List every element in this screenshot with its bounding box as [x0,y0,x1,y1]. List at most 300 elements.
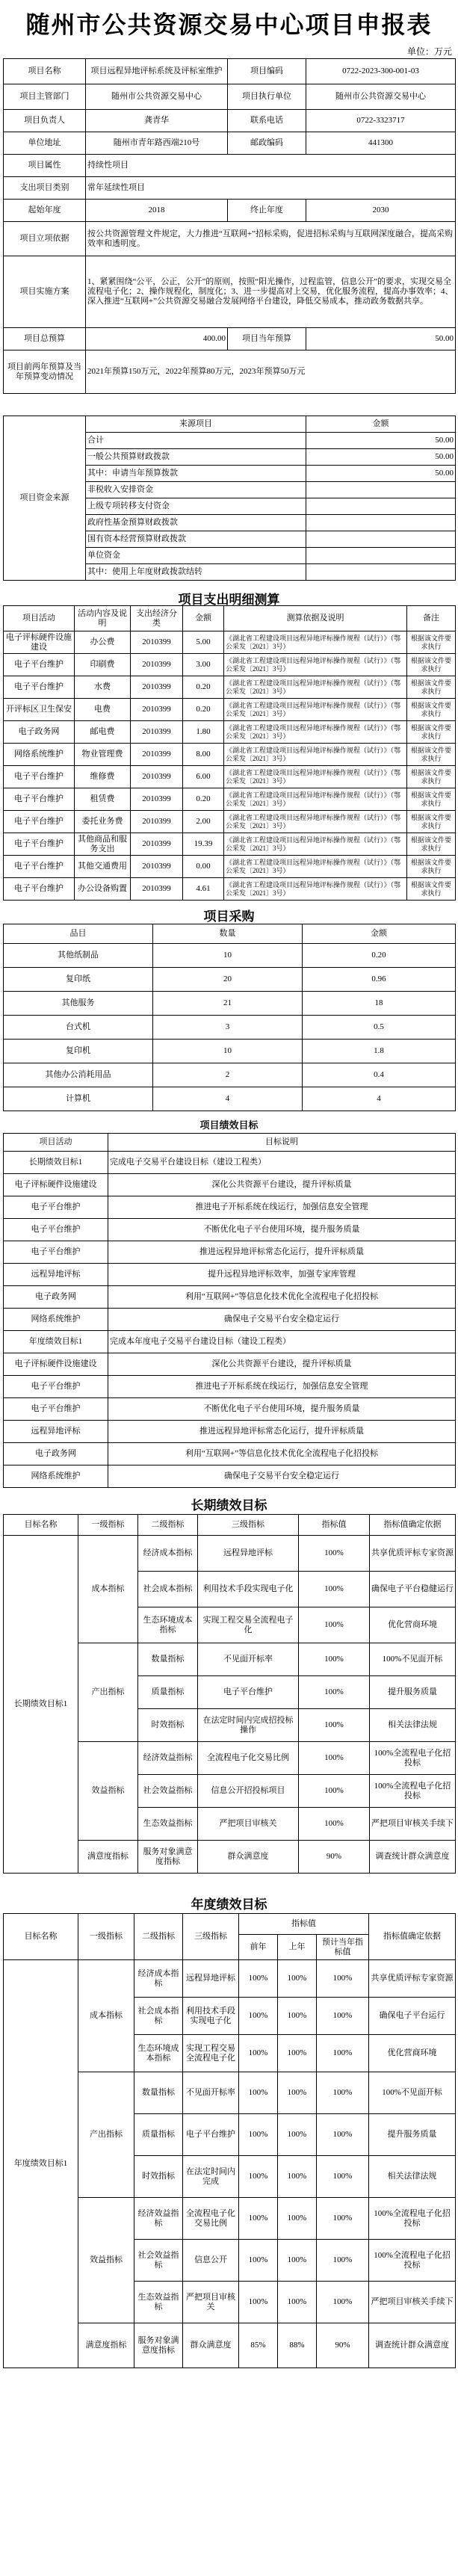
longterm-value: 100% [299,1676,370,1709]
detail-activity: 电子政务网 [4,721,75,744]
funding-col-amount: 金额 [306,416,456,433]
annual-prev1: 100% [278,2035,317,2072]
detail-econ-class: 2010399 [131,721,183,744]
annual-current: 100% [317,2072,369,2114]
exec-unit-value: 随州市公共资源交易中心 [306,84,456,110]
effect-activity: 远程异地评标 [4,1264,108,1286]
annual-current: 100% [317,2035,369,2072]
longterm-basis: 提升服务质量 [370,1676,456,1709]
detail-header: 支出经济分类 [131,606,183,631]
longterm-value: 100% [299,1643,370,1676]
procure-qty: 21 [153,992,303,1016]
annual-l3: 利用技术手段实现电子化 [183,1998,239,2035]
procure-qty: 10 [153,944,303,968]
detail-content: 办公费 [75,631,131,654]
phone-value: 0722-3323717 [306,110,456,132]
page-title: 随州市公共资源交易中心项目申报表 [25,11,433,38]
annual-prev1: 100% [278,2240,317,2282]
funding-row-amount [306,482,456,498]
funding-row-name: 其中：申请当年预算拨款 [86,466,306,482]
effect-header: 项目活动 [4,1134,108,1152]
detail-basis: 《湖北省工程建设项目远程异地评标操作规程（试行）》（鄂公采发〔2021〕3号） [224,699,407,721]
detail-header: 活动内容及说明 [75,606,131,631]
longterm-value: 100% [299,1709,370,1742]
annual-l1: 效益指标 [78,2198,134,2323]
project-name-value: 项目远程异地评标系统及评标室维护 [86,59,228,84]
annual-header: 二级指标 [134,1914,183,1960]
project-name-label: 项目名称 [4,59,86,84]
detail-basis: 《湖北省工程建设项目远程异地评标操作规程（试行）》（鄂公采发〔2021〕3号） [224,811,407,833]
annual-l2: 社会成本指标 [134,1998,183,2035]
detail-amount: 4.61 [183,878,224,901]
type-value: 常年延续性项目 [86,177,456,200]
longterm-value: 100% [299,1742,370,1775]
annual-prev2: 100% [239,2198,278,2240]
longterm-value: 90% [299,1841,370,1874]
detail-activity: 开评标区卫生保安 [4,699,75,721]
longterm-l2: 时效指标 [138,1709,198,1742]
longterm-l3: 远程异地评标 [198,1536,299,1572]
effect-activity: 电子平台维护 [4,1196,108,1219]
attr-label: 项目属性 [4,155,86,177]
longterm-basis: 100%不见面开标 [370,1643,456,1676]
leader-label: 项目负责人 [4,110,86,132]
end-year-label: 终止年度 [228,200,306,222]
address-label: 单位地址 [4,132,86,155]
annual-header: 目标名称 [4,1914,78,1960]
effect-activity: 电子平台维护 [4,1398,108,1421]
annual-l3: 群众满意度 [183,2323,239,2368]
detail-content: 维修费 [75,766,131,788]
annual-prev2: 100% [239,2072,278,2114]
longterm-l1: 产出指标 [78,1643,138,1742]
detail-content: 办公设备购置 [75,878,131,901]
annual-prev2: 85% [239,2323,278,2368]
procure-amount: 18 [303,992,456,1016]
detail-activity: 电子平台维护 [4,788,75,811]
project-code-label: 项目编码 [228,59,306,84]
annual-header: 一级指标 [78,1914,134,1960]
project-code-value: 0722-2023-300-001-03 [306,59,456,84]
detail-activity: 网络系统维护 [4,744,75,766]
longterm-table [3,1514,456,1874]
annual-prev1: 100% [278,2156,317,2198]
annual-l2: 生态效益指标 [134,2282,183,2323]
detail-basis: 《湖北省工程建设项目远程异地评标操作规程（试行）》（鄂公采发〔2021〕3号） [224,676,407,699]
unit-label: 单位：万元 [406,46,452,57]
annual-header: 三级指标 [183,1914,239,1960]
plan-value: 1、紧紧围绕“公平，公正，公开”的原则，按照“阳光操作，过程监管，信息公开”的要求，实现交易全流程电子化；2、操作规程化，制度化；3、进一步提高对上交易，优化服务流程，提高办事效率；4、深入推进“互联网+”公共资源交易融合发展网络平台建设，降低交易成本，推动政务数据共享。 [86,256,456,328]
annual-l2: 数量指标 [134,2072,183,2114]
detail-econ-class: 2010399 [131,766,183,788]
detail-content: 物业管理费 [75,744,131,766]
annual-current: 90% [317,2323,369,2368]
detail-econ-class: 2010399 [131,833,183,856]
detail-econ-class: 2010399 [131,856,183,878]
annual-prev2: 100% [239,2282,278,2323]
effect-activity: 电子政务网 [4,1286,108,1309]
annual-l2: 社会效益指标 [134,2240,183,2282]
longterm-l2: 社会成本指标 [138,1572,198,1607]
attr-value: 持续性项目 [86,155,456,177]
annual-l3: 电子平台维护 [183,2114,239,2156]
annual-prev1: 100% [278,2072,317,2114]
procure-table [3,924,456,1111]
annual-subheader: 前年 [239,1935,278,1960]
detail-basis: 《湖北省工程建设项目远程异地评标操作规程（试行）》（鄂公采发〔2021〕3号） [224,833,407,856]
effect-activity: 电子评标硬件设施建设 [4,1353,108,1376]
procure-item: 计算机 [4,1087,153,1111]
total-budget-value: 400.00 [86,328,228,350]
longterm-header: 二级指标 [138,1515,198,1536]
leader-value: 龚青华 [86,110,228,132]
detail-activity: 电子平台维护 [4,766,75,788]
detail-note: 根据该文件要求执行 [407,721,456,744]
annual-l2: 时效指标 [134,2156,183,2198]
procure-qty: 4 [153,1087,303,1111]
detail-activity: 电子平台维护 [4,676,75,699]
annual-current: 100% [317,1998,369,2035]
funding-row-name: 非税收入安排资金 [86,482,306,498]
effect-desc: 确保电子交易平台安全稳定运行 [108,1309,456,1331]
annual-current: 100% [317,2156,369,2198]
annual-l2: 服务对象满意度指标 [134,2323,183,2368]
detail-basis: 《湖北省工程建设项目远程异地评标操作规程（试行）》（鄂公采发〔2021〕3号） [224,788,407,811]
longterm-goal: 长期绩效目标1 [4,1536,78,1874]
longterm-header: 指标值 [299,1515,370,1536]
detail-header: 测算依据及说明 [224,606,407,631]
effect-desc: 推进远程异地评标常态化运行，提升评标质量 [108,1241,456,1264]
longterm-value: 100% [299,1536,370,1572]
plan-label: 项目实施方案 [4,256,86,328]
detail-content: 租赁费 [75,788,131,811]
detail-amount: 0.00 [183,856,224,878]
annual-basis: 100%不见面开标 [369,2072,456,2114]
detail-content: 水费 [75,676,131,699]
funding-row-name: 上级专项转移支付资金 [86,498,306,515]
effect-heading: 项目绩效目标 [199,1119,259,1131]
annual-prev1: 100% [278,2114,317,2156]
zip-label: 邮政编码 [228,132,306,155]
funding-table [3,416,456,581]
detail-content: 电费 [75,699,131,721]
funding-row-name: 国有资本经营预算财政拨款 [86,531,306,548]
annual-basis: 调查统计群众满意度 [369,2323,456,2368]
procure-item: 台式机 [4,1016,153,1040]
detail-note: 根据该文件要求执行 [407,699,456,721]
detail-table [3,605,456,901]
annual-l2: 经济成本指标 [134,1960,183,1998]
funding-row-amount: 50.00 [306,449,456,466]
procure-header: 金额 [303,924,456,944]
effect-activity: 远程异地评标 [4,1421,108,1443]
detail-basis: 《湖北省工程建设项目远程异地评标操作规程（试行）》（鄂公采发〔2021〕3号） [224,721,407,744]
annual-goal: 年度绩效目标1 [4,1960,78,2368]
detail-econ-class: 2010399 [131,631,183,654]
detail-content: 其他交通费用 [75,856,131,878]
longterm-basis: 调查统计群众满意度 [370,1841,456,1874]
detail-amount: 0.20 [183,676,224,699]
annual-basis: 严把项目审核关手续下 [369,2282,456,2323]
annual-l3: 不见面开标率 [183,2072,239,2114]
detail-content: 邮电费 [75,721,131,744]
procure-qty: 2 [153,1063,303,1087]
annual-basis: 确保电子平台运行 [369,1998,456,2035]
effect-desc: 深化公共资源平台建设，提升评标质量 [108,1174,456,1196]
detail-header: 项目活动 [4,606,75,631]
detail-content: 委托业务费 [75,811,131,833]
detail-basis: 《湖北省工程建设项目远程异地评标操作规程（试行）》（鄂公采发〔2021〕3号） [224,766,407,788]
longterm-l2: 质量指标 [138,1676,198,1709]
type-label: 支出项目类别 [4,177,86,200]
effect-desc: 深化公共资源平台建设，提升评标质量 [108,1353,456,1376]
effect-activity: 电子平台维护 [4,1219,108,1241]
longterm-l3: 全流程电子化交易比例 [198,1742,299,1775]
effect-activity: 电子平台维护 [4,1241,108,1264]
detail-heading: 项目支出明细测算 [178,593,280,607]
annual-l3: 实现工程交易全流程电子化 [183,2035,239,2072]
longterm-header: 三级指标 [198,1515,299,1536]
annual-l3: 在法定时间内完成 [183,2156,239,2198]
longterm-l2: 社会效益指标 [138,1775,198,1808]
procure-header: 数量 [153,924,303,944]
prev-budget-label: 项目前两年预算及当年预算变动情况 [4,350,86,394]
procure-header: 品目 [4,924,153,944]
longterm-l3: 信息公开招投标项目 [198,1775,299,1808]
detail-activity: 电子平台维护 [4,833,75,856]
funding-row-amount: 50.00 [306,466,456,482]
detail-note: 根据该文件要求执行 [407,744,456,766]
procure-amount: 0.20 [303,944,456,968]
detail-amount: 1.80 [183,721,224,744]
effect-desc: 提升远程异地评标效率，加强专家库管理 [108,1264,456,1286]
detail-content: 印刷费 [75,654,131,676]
annual-l3: 严把项目审核关 [183,2282,239,2323]
address-value: 随州市青年路西端210号 [86,132,228,155]
funding-row-amount [306,515,456,531]
longterm-heading: 长期绩效目标 [191,1498,267,1513]
detail-amount: 2.00 [183,811,224,833]
longterm-basis: 100%全流程电子化招投标 [370,1775,456,1808]
longterm-l2: 经济成本指标 [138,1536,198,1572]
start-year-label: 起始年度 [4,200,86,222]
detail-note: 根据该文件要求执行 [407,676,456,699]
procure-item: 其他办公消耗用品 [4,1063,153,1087]
prev-budget-value: 2021年预算150万元，2022年预算80万元，2023年预算50万元 [86,350,456,394]
annual-prev2: 100% [239,2240,278,2282]
procure-qty: 3 [153,1016,303,1040]
annual-basis: 相关法律法规 [369,2156,456,2198]
detail-activity: 电子评标硬件设施建设 [4,631,75,654]
phone-label: 联系电话 [228,110,306,132]
detail-activity: 电子平台维护 [4,856,75,878]
effect-desc: 利用“互联网+”等信息化技术优化全流程电子化招投标 [108,1286,456,1309]
annual-prev1: 100% [278,2198,317,2240]
detail-note: 根据该文件要求执行 [407,856,456,878]
annual-l2: 质量指标 [134,2114,183,2156]
annual-prev2: 100% [239,2114,278,2156]
longterm-l3: 电子平台维护 [198,1676,299,1709]
procure-amount: 0.4 [303,1063,456,1087]
detail-econ-class: 2010399 [131,878,183,901]
annual-current: 100% [317,2198,369,2240]
procure-item: 其他服务 [4,992,153,1016]
effect-desc: 完成电子交易平台建设目标（建设工程类） [108,1152,456,1174]
dept-label: 项目主管部门 [4,84,86,110]
effect-activity: 电子政务网 [4,1443,108,1465]
effect-desc: 利用“互联网+”等信息化技术优化全流程电子化招投标 [108,1443,456,1465]
funding-row-name: 一般公共预算财政拨款 [86,449,306,466]
funding-row-name: 其中：使用上年度财政拨款结转 [86,564,306,581]
annual-l1: 产出指标 [78,2072,134,2198]
longterm-l1: 效益指标 [78,1742,138,1841]
longterm-l1: 成本指标 [78,1536,138,1643]
dept-value: 随州市公共资源交易中心 [86,84,228,110]
effect-table [3,1133,456,1488]
longterm-header: 指标值确定依据 [370,1515,456,1536]
total-budget-label: 项目总预算 [4,328,86,350]
detail-econ-class: 2010399 [131,699,183,721]
effect-activity: 网络系统维护 [4,1465,108,1488]
annual-prev1: 88% [278,2323,317,2368]
longterm-value: 100% [299,1572,370,1607]
detail-basis: 《湖北省工程建设项目远程异地评标操作规程（试行）》（鄂公采发〔2021〕3号） [224,654,407,676]
annual-basis: 优化营商环境 [369,2035,456,2072]
effect-desc: 推进电子开标系统在线运行，加强信息安全管理 [108,1376,456,1398]
effect-activity: 网络系统维护 [4,1309,108,1331]
detail-note: 根据该文件要求执行 [407,878,456,901]
longterm-value: 100% [299,1775,370,1808]
detail-econ-class: 2010399 [131,811,183,833]
effect-desc: 推进电子开标系统在线运行，加强信息安全管理 [108,1196,456,1219]
detail-econ-class: 2010399 [131,788,183,811]
longterm-l3: 群众满意度 [198,1841,299,1874]
effect-desc: 不断优化电子平台使用环境，提升服务质量 [108,1219,456,1241]
longterm-l2: 数量指标 [138,1643,198,1676]
annual-basis: 提升服务质量 [369,2114,456,2156]
annual-prev2: 100% [239,1960,278,1998]
detail-basis: 《湖北省工程建设项目远程异地评标操作规程（试行）》（鄂公采发〔2021〕3号） [224,744,407,766]
basis-value: 按公共资源管理文件规定，大力推进“互联网+”招标采购，促进招标采购与互联网深度融合，提高采购效率和透明度。 [86,222,456,256]
longterm-l1: 满意度指标 [78,1841,138,1874]
effect-desc: 不断优化电子平台使用环境，提升服务质量 [108,1398,456,1421]
detail-note: 根据该文件要求执行 [407,654,456,676]
detail-econ-class: 2010399 [131,654,183,676]
procure-amount: 1.8 [303,1040,456,1063]
annual-l3: 远程异地评标 [183,1960,239,1998]
detail-rows [4,631,456,901]
effect-desc: 确保电子交易平台安全稳定运行 [108,1465,456,1488]
detail-note: 根据该文件要求执行 [407,788,456,811]
detail-basis: 《湖北省工程建设项目远程异地评标操作规程（试行）》（鄂公采发〔2021〕3号） [224,856,407,878]
annual-table [3,1913,456,2368]
detail-amount: 6.00 [183,766,224,788]
annual-l3: 信息公开 [183,2240,239,2282]
annual-header: 指标值确定依据 [369,1914,456,1960]
basic-info-table [3,58,456,394]
procure-amount: 0.5 [303,1016,456,1040]
effect-activity: 年度绩效目标1 [4,1331,108,1353]
annual-current: 100% [317,1960,369,1998]
longterm-l3: 在法定时间内完成招投标操作 [198,1709,299,1742]
longterm-l2: 服务对象满意度指标 [138,1841,198,1874]
procure-item: 其他纸制品 [4,944,153,968]
annual-header: 指标值 [239,1914,369,1935]
detail-amount: 0.20 [183,699,224,721]
procure-item: 复印机 [4,1040,153,1063]
procure-amount: 4 [303,1087,456,1111]
current-budget-value: 50.00 [306,328,456,350]
procure-amount: 0.96 [303,968,456,992]
detail-activity: 电子平台维护 [4,878,75,901]
detail-note: 根据该文件要求执行 [407,811,456,833]
procure-heading: 项目采购 [203,909,255,924]
effect-desc: 完成本年度电子交易平台建设目标（建设工程类） [108,1331,456,1353]
annual-current: 100% [317,2114,369,2156]
annual-l1: 成本指标 [78,1960,134,2072]
end-year-value: 2030 [306,200,456,222]
annual-l2: 生态环境成本指标 [134,2035,183,2072]
longterm-l3: 不见面开标率 [198,1643,299,1676]
funding-row-name: 单位资金 [86,548,306,564]
detail-amount: 3.00 [183,654,224,676]
detail-amount: 0.20 [183,788,224,811]
funding-col-source: 来源项目 [86,416,306,433]
annual-current: 100% [317,2240,369,2282]
detail-econ-class: 2010399 [131,744,183,766]
detail-amount: 8.00 [183,744,224,766]
funding-row-name: 合计 [86,433,306,449]
detail-activity: 电子平台维护 [4,811,75,833]
detail-note: 根据该文件要求执行 [407,833,456,856]
effect-activity: 电子平台维护 [4,1376,108,1398]
longterm-basis: 相关法律法规 [370,1709,456,1742]
effect-desc: 推进远程异地评标常态化运行，提升评标质量 [108,1421,456,1443]
longterm-value: 100% [299,1607,370,1643]
longterm-basis: 优化营商环境 [370,1607,456,1643]
detail-basis: 《湖北省工程建设项目远程异地评标操作规程（试行）》（鄂公采发〔2021〕3号） [224,878,407,901]
effect-header: 目标说明 [108,1134,456,1152]
detail-basis: 《湖北省工程建设项目远程异地评标操作规程（试行）》（鄂公采发〔2021〕3号） [224,631,407,654]
procure-qty: 10 [153,1040,303,1063]
annual-prev2: 100% [239,1998,278,2035]
detail-amount: 19.39 [183,833,224,856]
annual-l3: 全流程电子化交易比例 [183,2198,239,2240]
longterm-l2: 生态环境成本指标 [138,1607,198,1643]
annual-basis: 共享优质评标专家资源 [369,1960,456,1998]
longterm-l3: 严把项目审核关 [198,1808,299,1841]
longterm-l2: 生态效益指标 [138,1808,198,1841]
exec-unit-label: 项目执行单位 [228,84,306,110]
funding-row-amount [306,531,456,548]
annual-prev1: 100% [278,1960,317,1998]
annual-subheader: 预计当年指标值 [317,1935,369,1960]
detail-activity: 电子平台维护 [4,654,75,676]
longterm-value: 100% [299,1808,370,1841]
longterm-basis: 严把项目审核关手续下 [370,1808,456,1841]
procure-qty: 20 [153,968,303,992]
annual-heading: 年度绩效目标 [191,1897,267,1912]
annual-prev2: 100% [239,2035,278,2072]
annual-prev1: 100% [278,1998,317,2035]
current-budget-label: 项目当年预算 [228,328,306,350]
longterm-header: 目标名称 [4,1515,78,1536]
annual-subheader: 上年 [278,1935,317,1960]
detail-content: 其他商品和服务支出 [75,833,131,856]
annual-prev1: 100% [278,2282,317,2323]
funding-row-amount: 50.00 [306,433,456,449]
detail-econ-class: 2010399 [131,676,183,699]
